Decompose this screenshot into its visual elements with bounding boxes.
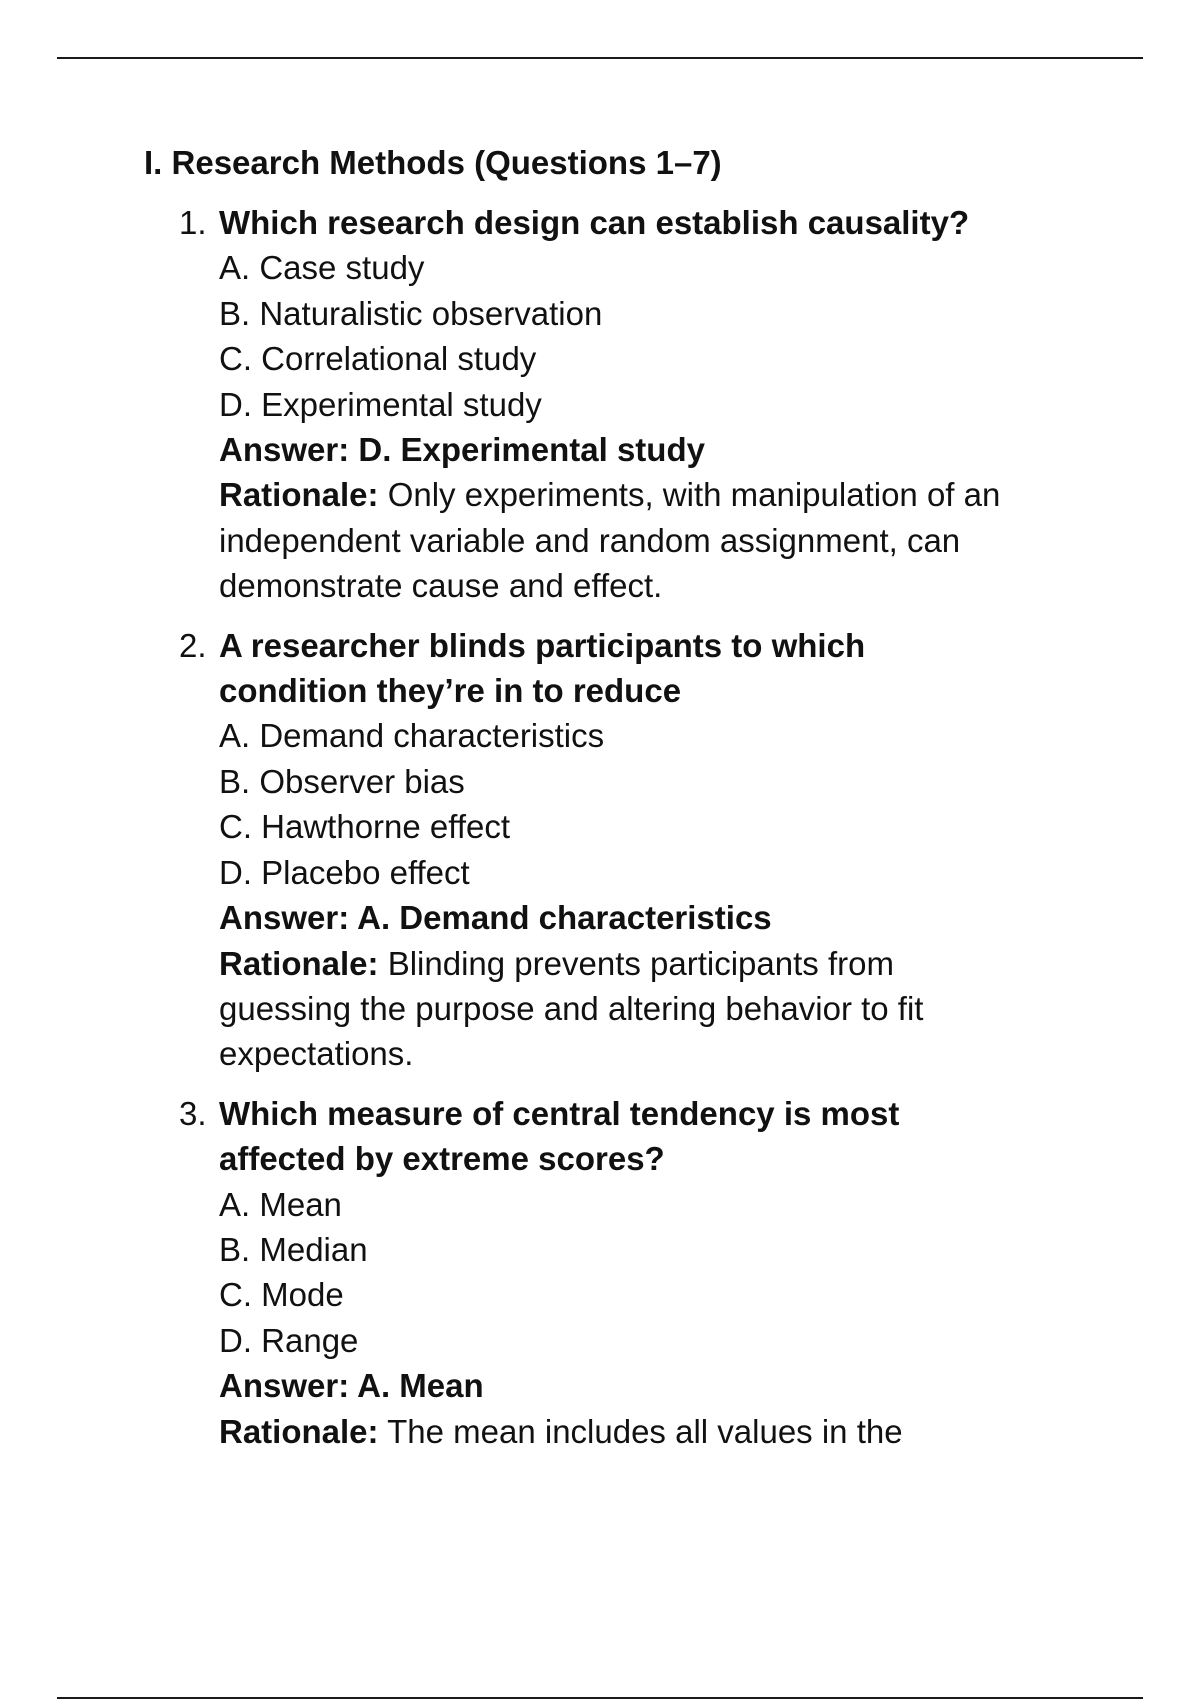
question-number: 1. — [179, 204, 207, 241]
option-d: D. Placebo effect — [219, 853, 470, 891]
rationale-text: Only experiments, with manipulation of an independent variable and random assignment, can demonstrate cause and effect. — [219, 476, 1001, 605]
question-3 — [144, 1091, 1144, 1454]
rationale — [219, 941, 939, 1077]
question-number: 3. — [179, 1094, 207, 1132]
rationale — [219, 472, 1144, 608]
rationale-label: Rationale: — [219, 944, 379, 982]
answer-line: Answer: A. Demand characteristics — [219, 899, 772, 937]
question-number: 2. — [179, 626, 207, 664]
option-a: A. Mean — [219, 1185, 342, 1223]
rationale-label: Rationale: — [219, 1412, 379, 1450]
rationale-label: Rationale: — [219, 476, 379, 514]
question-2 — [144, 623, 1144, 1077]
option-d: D. Experimental study — [219, 385, 542, 423]
option-a: A. Demand characteristics — [219, 717, 605, 755]
option-c: C. Mode — [219, 1276, 344, 1314]
question-stem: Which research design can establish causality? — [219, 204, 970, 241]
option-b: B. Median — [219, 1230, 368, 1268]
section-title: I. Research Methods (Questions 1–7) — [144, 144, 722, 181]
top-divider — [57, 57, 1143, 59]
bottom-divider — [57, 1697, 1143, 1699]
question-stem: Which measure of central tendency is most affected by extreme scores? — [219, 1094, 900, 1178]
rationale — [219, 1409, 1144, 1454]
option-b: B. Naturalistic observation — [219, 294, 603, 332]
option-c: C. Hawthorne effect — [219, 808, 511, 846]
option-c: C. Correlational study — [219, 340, 537, 378]
question-1 — [144, 200, 1144, 609]
rationale-text: Blinding prevents participants from guessing the purpose and altering behavior to fit expectations. — [219, 944, 924, 1073]
question-stem: A researcher blinds participants to which condition they’re in to reduce — [219, 626, 866, 710]
answer-line: Answer: D. Experimental study — [219, 431, 705, 469]
option-d: D. Range — [219, 1321, 359, 1359]
document-body — [144, 140, 1144, 1468]
rationale-text: The mean includes all values in the — [387, 1412, 903, 1450]
answer-line: Answer: A. Mean — [219, 1367, 484, 1405]
option-a: A. Case study — [219, 249, 425, 287]
option-b: B. Observer bias — [219, 762, 465, 800]
